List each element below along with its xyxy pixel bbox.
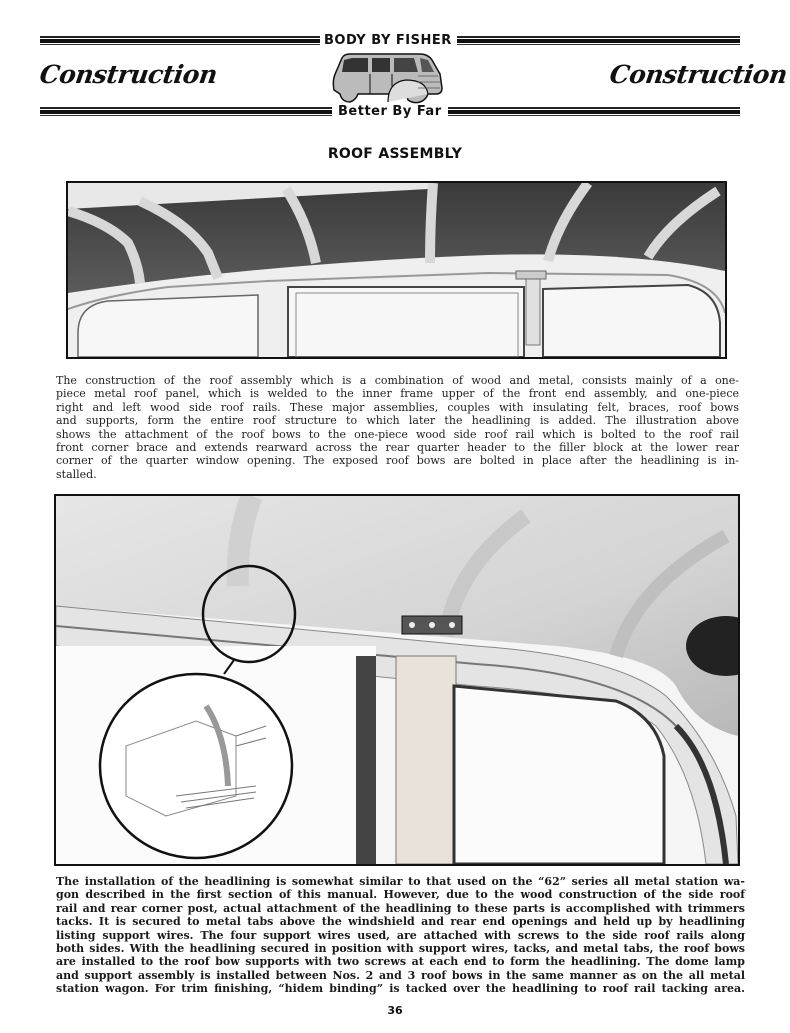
text-line: stalled. — [56, 467, 97, 481]
text-line: rail and rear corner post, actual attachment of the headlining to these parts is accomplished with trimmers — [56, 901, 745, 915]
text-line: shows the attachment of the roof bows to the one-piece wood side roof rail which is bolted to the roof rail — [56, 427, 739, 441]
section-title: ROOF ASSEMBLY — [327, 146, 463, 162]
text-line: and supports, form the entire roof structure to which later the headlining is added. The illustration above — [56, 414, 739, 428]
text-line: listing support wires. The four support wires used, are attached with screws to the side roof rails along — [56, 928, 745, 942]
text-line: corner of the quarter window opening. The exposed roof bows are bolted in place after the headlining is in- — [56, 454, 739, 468]
header-bottom-rule-left — [40, 107, 332, 117]
header-right-script: Construction — [607, 60, 789, 89]
text-line: and support assembly is installed between Nos. 2 and 3 roof bows in the same manner as on the all metal — [56, 968, 745, 982]
header-bottom-rule-right — [448, 107, 740, 117]
header-bottom-banner: Better By Far — [338, 104, 442, 119]
text-line: tacks. It is secured to metal tabs above the windshield and rear end openings and held up by headlining — [56, 915, 745, 929]
text-line: both sides. With the headlining secured in position with support wires, tacks, and metal tabs, the roof bows — [56, 942, 745, 956]
text-line: The installation of the headlining is somewhat similar to that used on the “62” series all metal station wa- — [56, 875, 745, 888]
text-line: are installed to the roof bow supports with two screws at each end to form the headlining. The dome lamp — [56, 955, 745, 969]
header-top-rule-left — [40, 36, 320, 46]
paragraph-roof-construction — [56, 374, 739, 481]
text-line: The construction of the roof assembly which is a combination of wood and metal, consists mainly of a one- — [56, 374, 739, 387]
header-top-rule-right — [457, 36, 740, 46]
text-line: front corner brace and extends rearward across the rear quarter header to the filler block at the lower rear — [56, 441, 739, 455]
text-line: right and left wood side roof rails. These major assemblies, couples with insulating felt, braces, roof bows — [56, 400, 739, 414]
station-wagon-icon — [328, 50, 448, 106]
text-line: gon described in the first section of this manual. However, due to the wood construction of the side roof — [56, 888, 745, 902]
text-line: station wagon. For trim finishing, “hidem binding” is tacked over the headlining to roof rail tacking area. — [56, 982, 745, 996]
page-number: 36 — [387, 1004, 403, 1017]
paragraph-headlining-installation — [56, 875, 745, 996]
roof-bows-photo — [66, 181, 727, 359]
header-top-banner: BODY BY FISHER — [324, 33, 452, 48]
headlining-photo — [54, 494, 740, 866]
text-line: piece metal roof panel, which is welded to the inner frame upper of the front end assembly, and one-piece — [56, 387, 739, 401]
header-left-script: Construction — [37, 60, 219, 89]
